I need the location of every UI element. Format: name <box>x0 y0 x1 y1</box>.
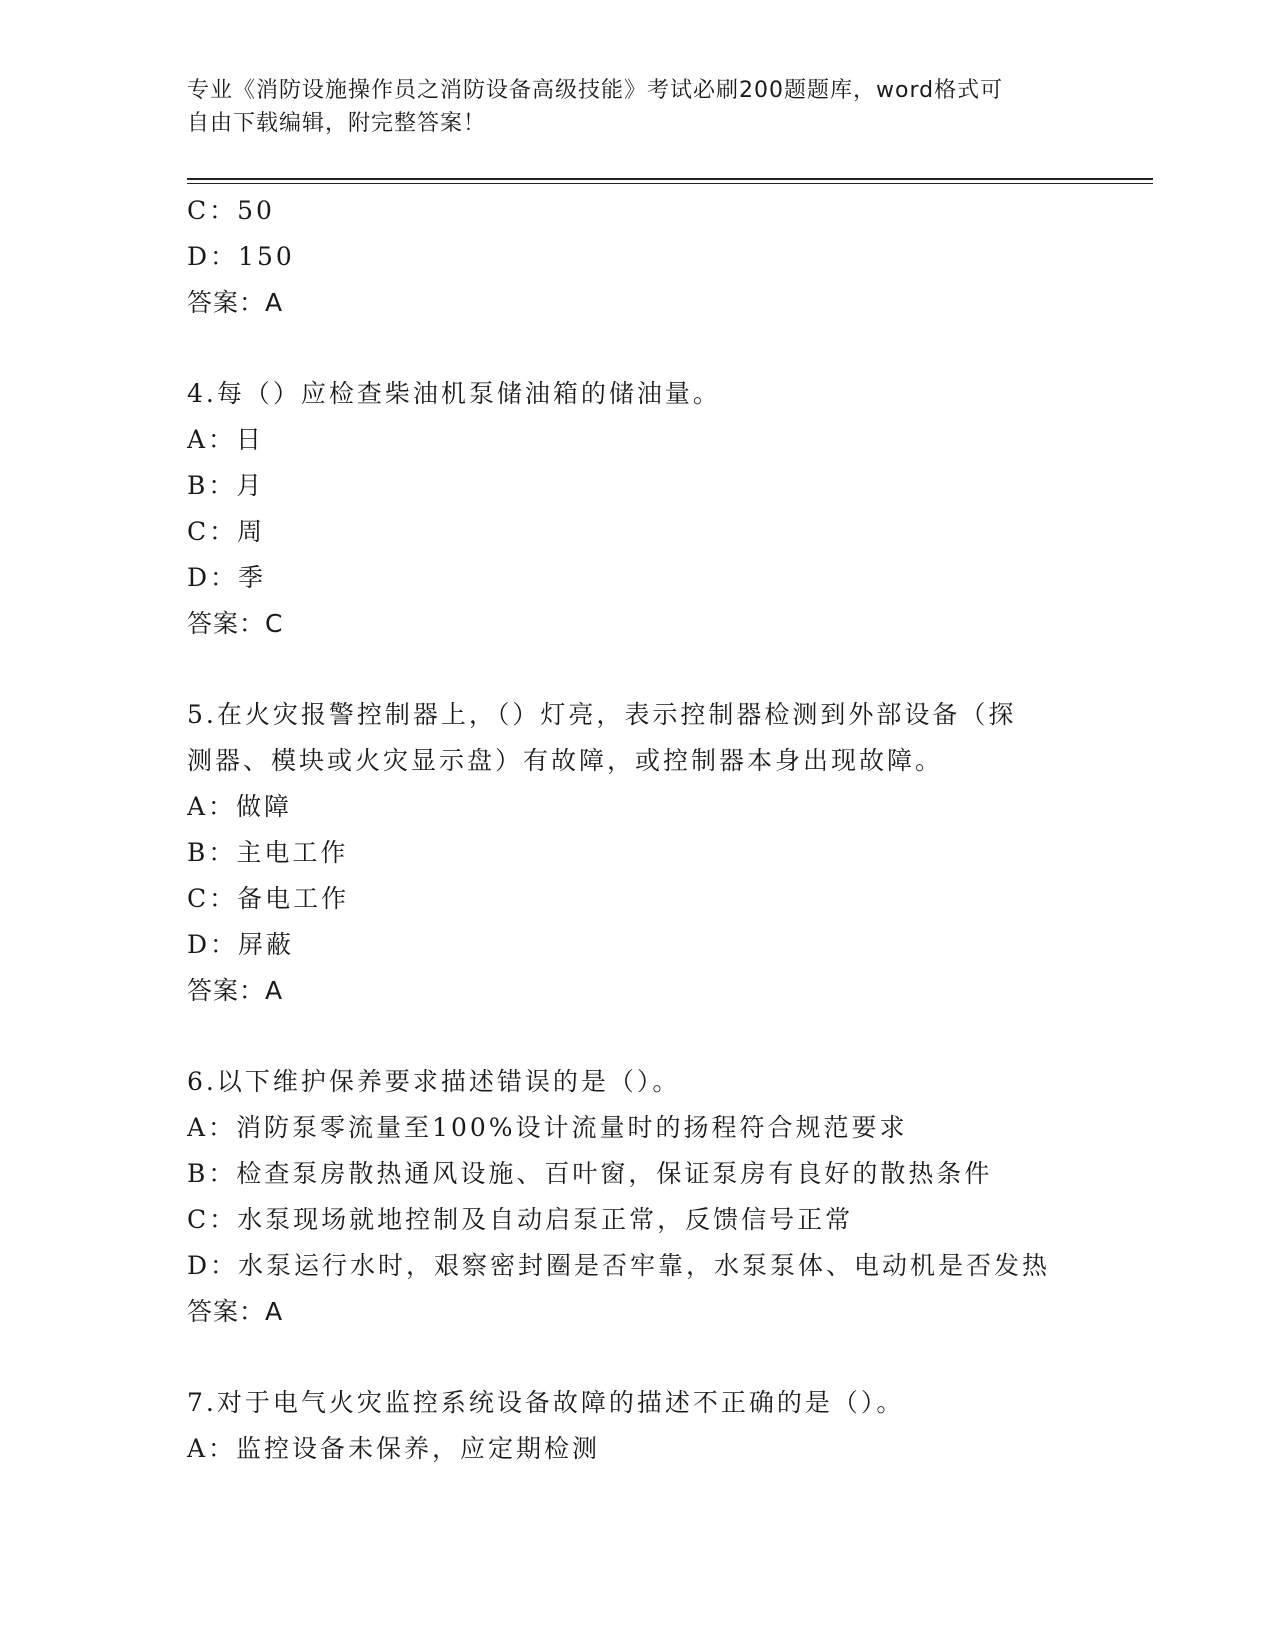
question-stem: 7.对于电气火灾监控系统设备故障的描述不正确的是（）。 <box>187 1388 905 1417</box>
option-a: A：做障 <box>187 792 293 821</box>
header-divider-thin <box>187 183 1153 184</box>
option-a: A：消防泵零流量至100%设计流量时的扬程符合规范要求 <box>187 1113 908 1142</box>
answer-line: 答案：A <box>187 288 284 317</box>
option-c: C：备电工作 <box>187 884 350 913</box>
question-block-6 <box>187 1059 1087 1335</box>
option-d: D：水泵运行水时，艰察密封圈是否牢靠，水泵泵体、电动机是否发热 <box>187 1251 1051 1280</box>
answer-line: 答案：A <box>187 1297 284 1326</box>
option-c: C：周 <box>187 517 266 546</box>
option-a: A：监控设备未保养，应定期检测 <box>187 1434 601 1463</box>
header-title-line-1: 专业《消防设施操作员之消防设备高级技能》考试必刷200题题库，word格式可 <box>187 78 1004 103</box>
option-a: A：日 <box>187 425 265 454</box>
question-block-5 <box>187 692 1087 1014</box>
option-d: D：150 <box>187 242 295 271</box>
option-c: C：50 <box>187 196 275 225</box>
option-c: C：水泵现场就地控制及自动启泵正常，反馈信号正常 <box>187 1205 854 1234</box>
question-block-3 <box>187 188 1087 326</box>
question-block-7 <box>187 1380 1087 1472</box>
option-b: B：主电工作 <box>187 838 349 867</box>
question-stem-line-2: 测器、模块或火灾显示盘）有故障，或控制器本身出现故障。 <box>187 746 944 775</box>
option-b: B：月 <box>187 471 265 500</box>
answer-line: 答案：C <box>187 609 284 638</box>
header-divider-thick <box>187 178 1153 180</box>
option-d: D：季 <box>187 563 267 592</box>
option-d: D：屏蔽 <box>187 930 295 959</box>
question-block-4 <box>187 371 1087 647</box>
question-stem: 4.每（）应检查柴油机泵储油箱的储油量。 <box>187 379 721 408</box>
question-stem: 6.以下维护保养要求描述错误的是（）。 <box>187 1067 681 1096</box>
question-list <box>187 188 1087 1472</box>
option-b: B：检查泵房散热通风设施、百叶窗，保证泵房有良好的散热条件 <box>187 1159 993 1188</box>
answer-line: 答案：A <box>187 976 284 1005</box>
document-header <box>187 74 1067 140</box>
header-title-line-2: 自由下载编辑，附完整答案！ <box>187 111 487 136</box>
question-stem-line-1: 5.在火灾报警控制器上，（）灯亮，表示控制器检测到外部设备（探 <box>187 700 1017 729</box>
